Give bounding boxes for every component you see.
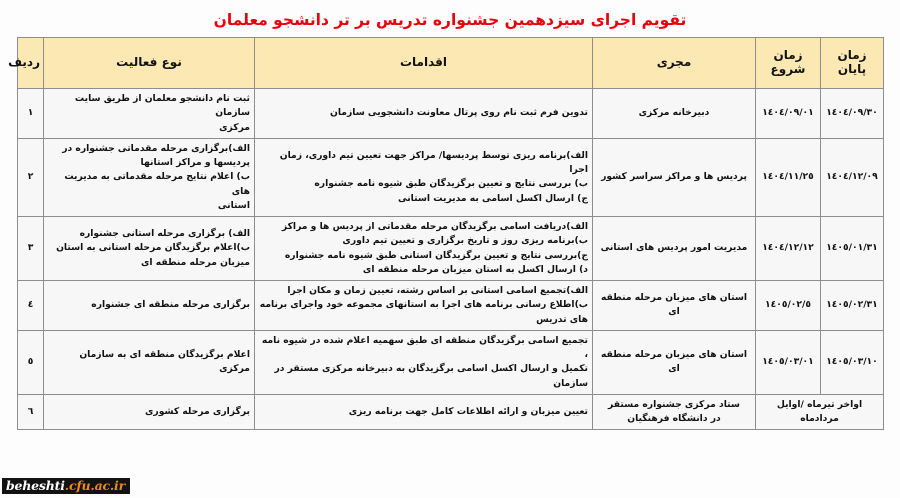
- cell-actions: [255, 138, 593, 216]
- cell-actions-line: تجمیع اسامی برگزیدگان منطقه ای طبق سهمیه اعلام شده در شیوه نامه ،: [261, 334, 588, 361]
- cell-start-date: ١٤٠٤/١٢/١٢: [756, 217, 821, 281]
- start-time-label-line2: شروع: [770, 62, 806, 77]
- cell-activity-line: برگزاری مرحله منطقه ای جشنواره: [91, 299, 250, 311]
- cell-activity-line: برگزاری مرحله کشوری: [145, 405, 250, 417]
- column-header-activity: نوع فعالیت: [44, 38, 255, 89]
- column-header-row-number: ردیف: [18, 38, 44, 89]
- cell-executor: [593, 217, 756, 281]
- cell-actions-line: الف)برنامه ریزی توسط پردیسها/ مراکز جهت تعیین تیم داوری، زمان اجرا: [279, 149, 588, 176]
- cell-activity: [44, 330, 255, 394]
- cell-activity-line: الف)برگزاری مرحله مقدماتی جشنواره در: [62, 142, 250, 154]
- site-watermark: [2, 478, 130, 495]
- cell-activity-line: ثبت نام دانشجو معلمان از طریق سایت سازمان: [74, 93, 250, 119]
- cell-end-date: ١٤٠٥/٠٣/١٠: [821, 330, 884, 394]
- table-row: [18, 394, 884, 430]
- cell-executor-line: دبیرخانه مرکزی: [638, 107, 710, 119]
- cell-start-date: ١٤٠٤/١١/٢٥: [756, 138, 821, 216]
- cell-start-date: ١٤٠٤/٠٩/٠١: [756, 89, 821, 139]
- table-header: [8, 38, 884, 89]
- end-time-label-line2: پایان: [837, 62, 867, 77]
- cell-actions-line: الف)دریافت اسامی برگزیدگان مرحله مقدماتی از پردیس ها و مراکز: [281, 221, 588, 233]
- cell-start-date: ١٤٠٥/٠٣/٠١: [756, 330, 821, 394]
- cell-actions-line: د) ارسال اکسل به استان میزبان مرحله منطقه ای: [362, 263, 588, 275]
- start-time-label-line1: زمان: [773, 48, 803, 63]
- cell-executor: [593, 281, 756, 331]
- table-header-row: [18, 38, 884, 89]
- table-body: [18, 89, 884, 430]
- cell-end-date: ١٤٠٤/١٢/٠٩: [821, 138, 884, 216]
- cell-activity-line: الف) برگزاری مرحله استانی جشنواره: [79, 228, 250, 240]
- cell-executor-line: ستاد مرکزی جشنواره مستقر: [608, 398, 740, 410]
- calendar-table: [8, 37, 884, 430]
- cell-row-number: ٦: [18, 394, 44, 430]
- cell-activity: [44, 138, 255, 216]
- table-row: [18, 281, 884, 331]
- cell-activity-line: اعلام برگزیدگان منطقه ای به سازمان مرکزی: [79, 349, 250, 375]
- cell-executor-line: استان های میزبان مرحله منطقه ای: [600, 349, 748, 375]
- cell-activity-line: استانی: [217, 199, 250, 211]
- cell-activity: [44, 89, 255, 139]
- cell-actions-line: ج) ارسال اکسل اسامی به مدیریت استانی: [397, 192, 588, 204]
- cell-executor-line: مدیریت امور پردیس های استانی: [600, 242, 748, 254]
- cell-activity: [44, 281, 255, 331]
- cell-actions-line: ب) بررسی نتایج و تعیین برگزیدگان طبق شیوه نامه جشنواره: [314, 178, 588, 190]
- watermark-domain: .cfu.ac.ir: [64, 477, 125, 493]
- cell-row-number: ٥: [18, 330, 44, 394]
- cell-actions-line: ب)اطلاع رسانی برنامه های اجرا به استانهای مجموعه خود واجرای برنامه: [259, 299, 588, 311]
- cell-merged-date-line: مردادماه: [800, 413, 839, 425]
- cell-executor-line: در دانشگاه فرهنگیان: [627, 413, 721, 425]
- cell-executor-line: استان های میزبان مرحله منطقه ای: [600, 292, 748, 318]
- cell-row-number: ١: [18, 89, 44, 139]
- column-header-actions: اقدامات: [255, 38, 593, 89]
- table-row: [18, 217, 884, 281]
- page-title: تقویم اجرای سیزدهمین جشنواره تدریس بر تر دانشجو معلمان: [213, 11, 687, 29]
- cell-activity: [44, 394, 255, 430]
- cell-activity-line: پردیسها و مراکز استانها: [140, 157, 250, 169]
- cell-actions-line: تعیین میزبان و ارائه اطلاعات کامل جهت برنامه ریزی: [348, 405, 588, 417]
- cell-actions-line: تدوین فرم ثبت نام روی پرتال معاونت دانشجویی سازمان: [329, 107, 588, 119]
- column-header-executor: مجری: [593, 38, 756, 89]
- cell-row-number: ٣: [18, 217, 44, 281]
- table-row: [18, 330, 884, 394]
- cell-start-date: ١٤٠٥/٠٢/٥: [756, 281, 821, 331]
- cell-actions-line: الف)تجمیع اسامی استانی بر اساس رشته، تعیین زمان و مکان اجرا: [287, 285, 588, 297]
- calendar-table-container: [0, 37, 900, 430]
- column-header-end-time: [821, 38, 884, 89]
- table-row: [18, 138, 884, 216]
- cell-actions-line: سازمان: [553, 377, 588, 389]
- cell-executor-line: پردیس ها و مراکز سراسر کشور: [601, 171, 747, 183]
- cell-activity-line: ب)اعلام برگزیدگان مرحله استانی به استان: [56, 242, 250, 254]
- cell-row-number: ٢: [18, 138, 44, 216]
- end-time-label-line1: زمان: [837, 48, 867, 63]
- cell-executor: [593, 394, 756, 430]
- cell-activity-line: مرکزی: [219, 121, 250, 133]
- cell-executor: [593, 330, 756, 394]
- cell-end-date: ١٤٠٥/٠٢/٣١: [821, 281, 884, 331]
- cell-executor: [593, 138, 756, 216]
- cell-actions: [255, 217, 593, 281]
- column-header-start-time: [756, 38, 821, 89]
- watermark-name: beheshti: [6, 477, 65, 493]
- cell-merged-date-line: اواخر تیرماه /اوایل: [776, 398, 863, 410]
- cell-actions: [255, 89, 593, 139]
- cell-activity-line: میزبان مرحله منطقه ای: [141, 256, 250, 268]
- cell-actions-line: ج)بررسی نتایج و تعیین برگزیدگان استانی طبق شیوه نامه جشنواره: [284, 249, 588, 261]
- table-row: [18, 89, 884, 139]
- cell-row-number: ٤: [18, 281, 44, 331]
- cell-actions-line: های تدریس: [536, 313, 588, 325]
- cell-actions-line: ب)برنامه ریزی روز و تاریخ برگزاری و تعیین تیم داوری: [342, 235, 588, 247]
- cell-actions-line: تکمیل و ارسال اکسل اسامی برگزیدگان به دبیرخانه مرکزی مستقر در: [274, 363, 588, 375]
- cell-executor: [593, 89, 756, 139]
- cell-actions: [255, 394, 593, 430]
- cell-end-date: ١٤٠٤/٠٩/٣٠: [821, 89, 884, 139]
- cell-actions: [255, 281, 593, 331]
- cell-end-date: ١٤٠٥/٠١/٣١: [821, 217, 884, 281]
- cell-activity-line: ب) اعلام نتایج مرحله مقدماتی به مدیریت های: [64, 171, 250, 197]
- cell-activity: [44, 217, 255, 281]
- cell-merged-date: [756, 394, 884, 430]
- cell-actions: [255, 330, 593, 394]
